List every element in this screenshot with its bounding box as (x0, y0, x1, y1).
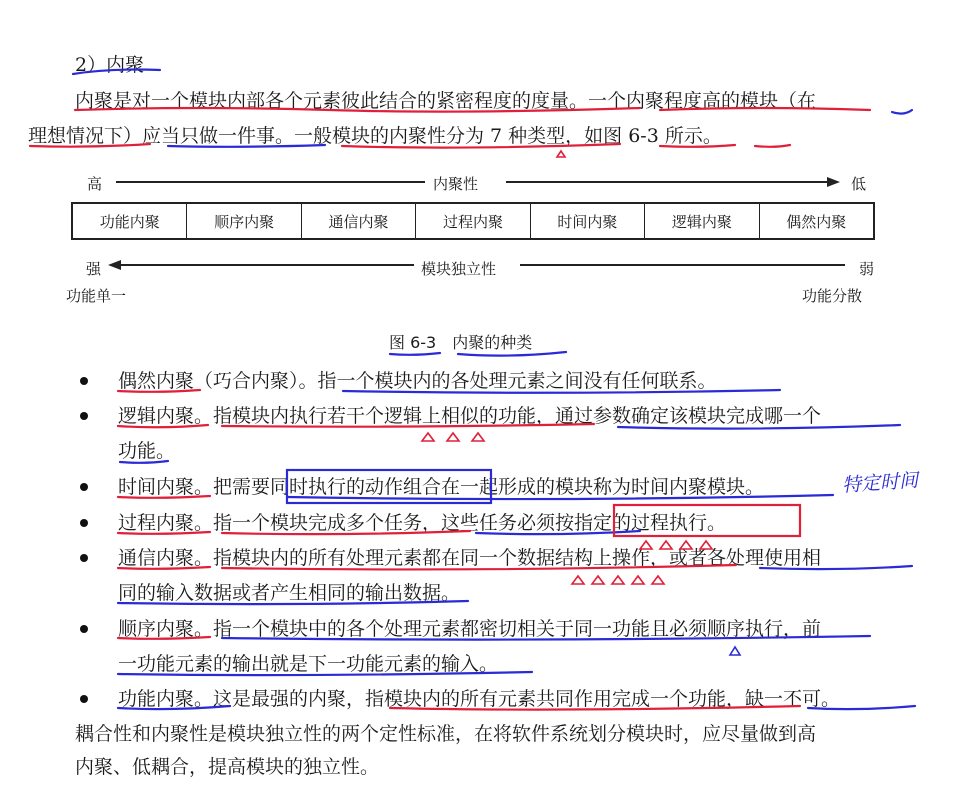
bullet-logical-cont: 功能。 (118, 440, 176, 462)
bullet-logical: 逻辑内聚。指模块内执行若干个逻辑上相似的功能，通过参数确定该模块完成哪一个 (118, 405, 822, 427)
figure-caption: 图 6-3 内聚的种类 (389, 333, 533, 352)
ink-underline (892, 110, 912, 114)
bullet-dot (80, 412, 88, 420)
figure-bottom-right-label: 弱 (859, 260, 875, 278)
cohesion-cell: 时间内聚 (531, 204, 645, 238)
bullet-coincidental: 偶然内聚（巧合内聚）。指一个模块内的各处理元素之间没有任何联系。 (118, 370, 717, 392)
intro-line-2: 理想情况下）应当只做一件事。一般模块的内聚性分为 7 种类型，如图 6-3 所示。 (28, 125, 722, 147)
bullet-dot (80, 483, 88, 491)
intro-line-1: 内聚是对一个模块内部各个元素彼此结合的紧密程度的度量。一个内聚程度高的模块（在 (75, 90, 817, 112)
figure-bottom-left-label: 强 (86, 260, 102, 278)
handwritten-note: 特定时间 (841, 469, 919, 497)
figure-bottom-center-label: 模块独立性 (421, 260, 497, 278)
cohesion-cell: 通信内聚 (302, 204, 416, 238)
bullet-dot (80, 519, 88, 527)
bullet-functional: 功能内聚。这是最强的内聚，指模块内的所有元素共同作用完成一个功能，缺一不可。 (118, 688, 841, 710)
bullet-communicational-cont: 同的输入数据或者产生相同的输出数据。 (118, 582, 461, 604)
ink-triangle (730, 647, 740, 655)
bullet-communicational: 通信内聚。指模块内的所有处理元素都在同一个数据结构上操作，或者各处理使用相 (118, 547, 822, 569)
figure-top-center-label: 内聚性 (433, 175, 479, 193)
closing-line-2: 内聚、低耦合，提高模块的独立性。 (75, 756, 380, 778)
figure-top-right-label: 低 (851, 175, 867, 193)
figure-bottom-left-sub: 功能单一 (66, 287, 127, 305)
bullet-temporal: 时间内聚。把需要同时执行的动作组合在一起形成的模块称为时间内聚模块。 (118, 476, 765, 498)
bullet-sequential-cont: 一功能元素的输出就是下一功能元素的输入。 (118, 653, 499, 675)
bullet-dot (80, 377, 88, 385)
bullet-dot (80, 695, 88, 703)
bullet-sequential: 顺序内聚。指一个模块中的各个处理元素都密切相关于同一功能且必须顺序执行，前 (118, 618, 822, 640)
ink-underline (755, 145, 790, 147)
cohesion-type-row (71, 202, 875, 240)
section-heading: 2）内聚 (75, 54, 145, 76)
cohesion-cell: 功能内聚 (73, 204, 187, 238)
figure-bottom-right-sub: 功能分散 (802, 287, 863, 305)
bullet-dot (80, 554, 88, 562)
bullet-dot (80, 625, 88, 633)
ink-triangle (557, 151, 565, 157)
figure-top-left-label: 高 (87, 175, 103, 193)
closing-line-1: 耦合性和内聚性是模块独立性的两个定性标准，在将软件系统划分模块时，应尽量做到高 (75, 723, 817, 745)
cohesion-cell: 逻辑内聚 (645, 204, 759, 238)
ink-underline (390, 353, 440, 355)
ink-triangle (422, 433, 484, 441)
cohesion-cell: 偶然内聚 (786, 212, 847, 231)
cohesion-cell: 过程内聚 (416, 204, 530, 238)
ink-triangle (572, 576, 664, 584)
cohesion-cell: 顺序内聚 (187, 204, 301, 238)
bullet-procedural: 过程内聚。指一个模块完成多个任务，这些任务必须按指定的过程执行。 (118, 512, 727, 534)
